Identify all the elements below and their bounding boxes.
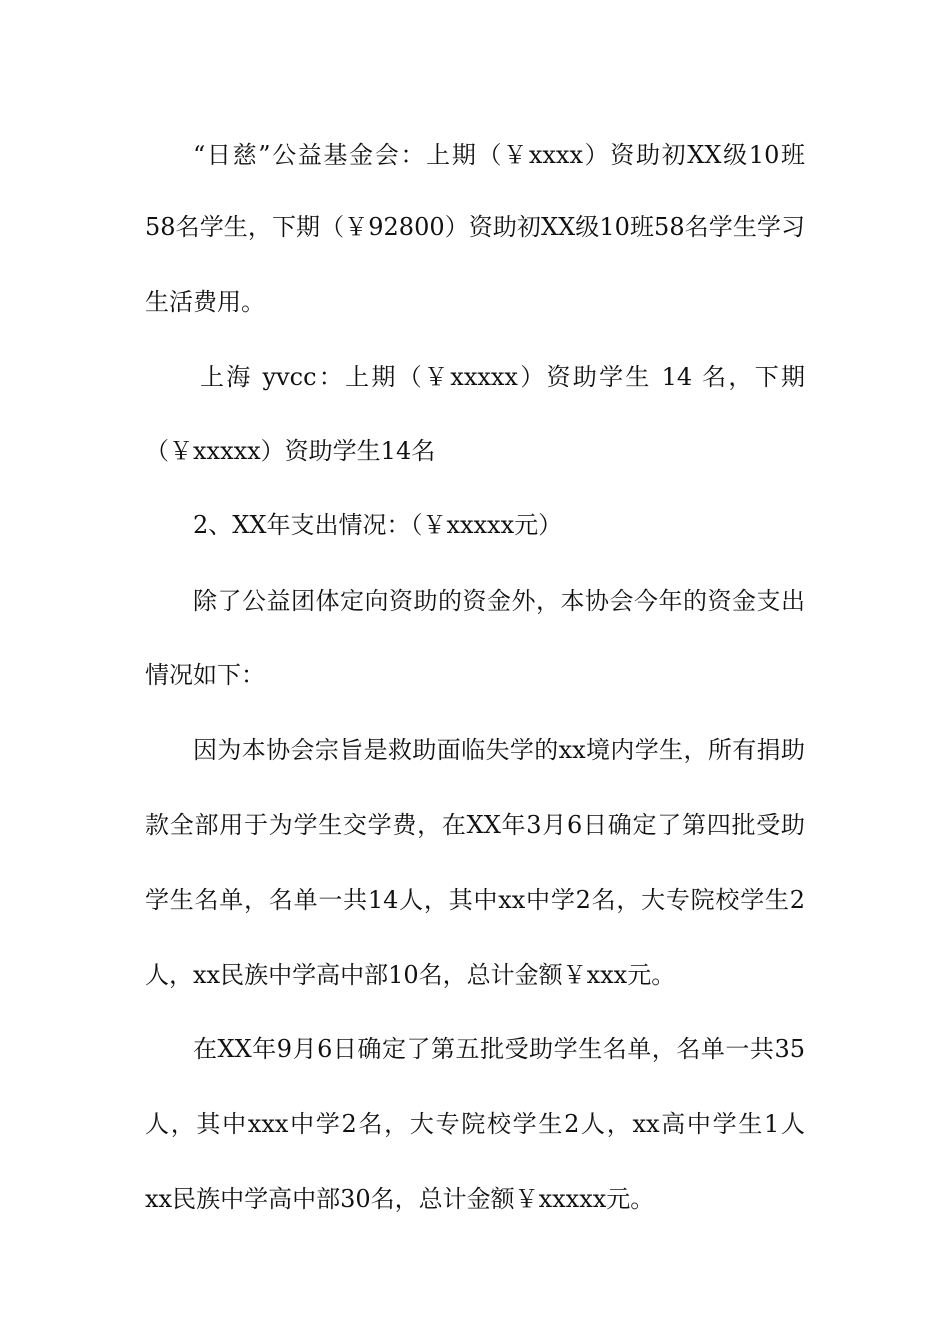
paragraph-batch5-line-1: 在XX年9月6日确定了第五批受助学生名单，名单一共35 [193,1035,805,1063]
paragraph-batch4-line-2: 款全部用于为学生交学费，在XX年3月6日确定了第四批受助 [145,811,805,839]
section-heading-expenditure: 2、XX年支出情况：（￥xxxxx元） [193,511,563,539]
paragraph-rici-line-3: 生活费用。 [145,288,265,316]
paragraph-batch5-line-3: xx民族中学高中部30名，总计金额￥xxxxx元。 [145,1185,655,1213]
paragraph-batch4-line-4: 人，xx民族中学高中部10名，总计金额￥xxx元。 [145,961,676,989]
paragraph-batch4-line-1: 因为本协会宗旨是救助面临失学的xx境内学生，所有捐助 [193,736,805,764]
paragraph-shanghai-line-2: （￥xxxxx）资助学生14名 [145,437,436,465]
paragraph-expenditure-line-1: 除了公益团体定向资助的资金外，本协会今年的资金支出 [193,587,805,615]
paragraph-expenditure-line-2: 情况如下： [145,661,265,689]
paragraph-shanghai-line-1: 上海 yvcc：上期（￥xxxxx）资助学生 14 名，下期 [200,363,805,391]
paragraph-rici-line-2: 58名学生，下期（￥92800）资助初XX级10班58名学生学习 [145,213,805,241]
paragraph-batch5-line-2: 人，其中xxx中学2名，大专院校学生2人，xx高中学生1人 [145,1110,805,1138]
paragraph-batch4-line-3: 学生名单，名单一共14人，其中xx中学2名，大专院校学生2 [145,886,805,914]
paragraph-rici-line-1: “日慈”公益基金会：上期（￥xxxx）资助初XX级10班 [193,141,805,169]
